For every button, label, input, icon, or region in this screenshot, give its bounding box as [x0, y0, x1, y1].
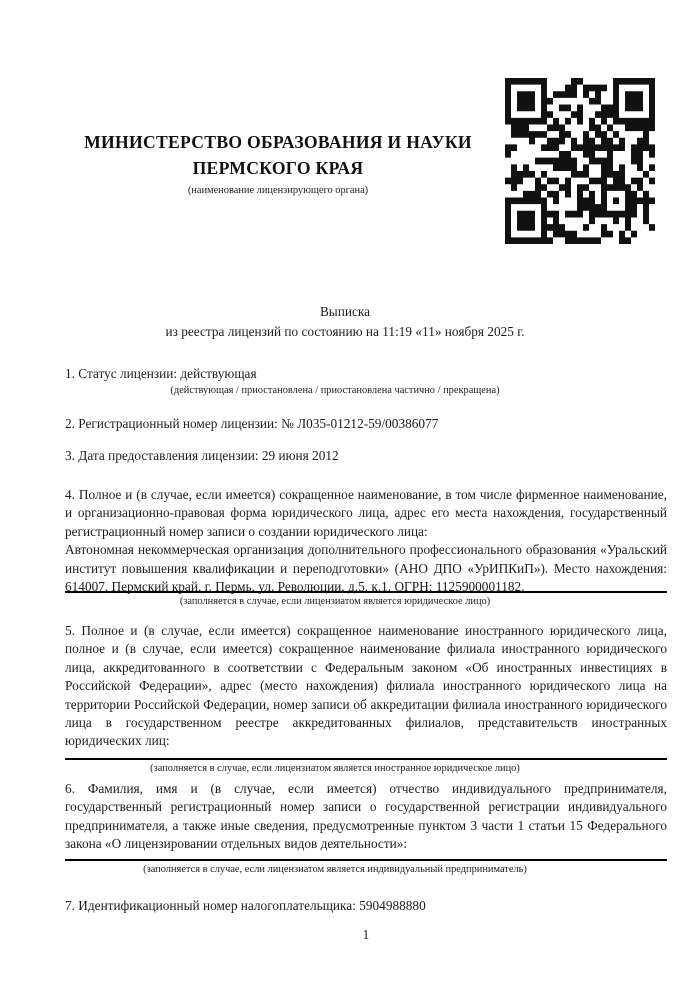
document-title-line2: из реестра лицензий по состоянию на 11:19 «11» ноября 2025 г. [165, 324, 525, 340]
registration-number-text: 2. Регистрационный номер лицензии: № Л035-01212-59/00386077 [65, 416, 439, 431]
section-license-status [65, 365, 667, 397]
foreign-entity-caption: (заполняется в случае, если лицензиатом является иностранное юридическое лицо) [150, 762, 520, 774]
license-status-options-caption: (действующая / приостановлена / приостановлена частично / прекращена) [170, 385, 500, 397]
section-foreign-entity [65, 622, 667, 775]
licensing-authority-caption: (наименование лицензирующего органа) [187, 185, 369, 196]
section-registration-number [65, 415, 667, 433]
section-entrepreneur [65, 780, 667, 876]
foreign-entity-heading: 5. Полное и (в случае, если имеется) сокращенное наименование иностранного юридического лица, полное и (в случае, если имеется) сокращенное наименование филиала иностранного юридического лица, аккредитованного в соответствии с Федеральным законом «Об иностранных инвестициях в Российской Федерации», адрес (место нахождения) филиала иностранного юридического лица на территории Российской Федерации, номер записи об аккредитации филиала иностранного юридического лица в государственном реестре аккредитованных филиалов, представительств иностранных юридических лиц: [65, 623, 667, 749]
qr-code-icon [505, 78, 655, 244]
taxpayer-number-text: 7. Идентификационный номер налогоплательщика: 5904988880 [65, 898, 426, 913]
ministry-name-line2: ПЕРМСКОГО КРАЯ [192, 157, 364, 178]
licensing-authority-block [40, 130, 516, 197]
legal-entity-heading: 4. Полное и (в случае, если имеется) сокращенное наименование, в том числе фирменное наименование, и организационно-правовая форма юридического лица, адрес его места нахождения, государственный регистрационный номер записи о создании юридического лица: [65, 487, 667, 539]
document-title [65, 302, 625, 343]
legal-entity-value: Автономная некоммерческая организация дополнительного профессионального образования «Уральский институт повышения квалификации и переподготовки» (АНО ДПО «УрИПКиП»). Место нахождения: 614007, Пермский край, г. Пермь, ул. Революции, д.5, к.1. ОГРН: 1125900001182. [65, 542, 667, 595]
section-grant-date [65, 447, 667, 465]
grant-date-text: 3. Дата предоставления лицензии: 29 июня 2012 [65, 448, 339, 463]
section-taxpayer-number [65, 897, 667, 915]
horizontal-rule [65, 758, 667, 760]
horizontal-rule [65, 859, 667, 861]
entrepreneur-caption: (заполняется в случае, если лицензиатом является индивидуальный предприниматель) [143, 863, 527, 875]
section-legal-entity [65, 486, 667, 608]
document-title-line1: Выписка [319, 304, 371, 319]
ministry-name-line1: МИНИСТЕРСТВО ОБРАЗОВАНИЯ И НАУКИ [84, 132, 472, 152]
page-number: 1 [362, 927, 370, 942]
entrepreneur-heading: 6. Фамилия, имя и (в случае, если имеется) отчество индивидуального предпринимателя, государственный регистрационный номер записи о государственной регистрации индивидуального предпринимателя, а также иные сведения, предусмотренные пунктом 3 части 1 статьи 15 Федерального закона «О лицензировании отдельных видов деятельности»: [65, 781, 667, 852]
license-status-text: 1. Статус лицензии: действующая [65, 366, 257, 381]
legal-entity-caption: (заполняется в случае, если лицензиатом является юридическое лицо) [179, 596, 491, 608]
